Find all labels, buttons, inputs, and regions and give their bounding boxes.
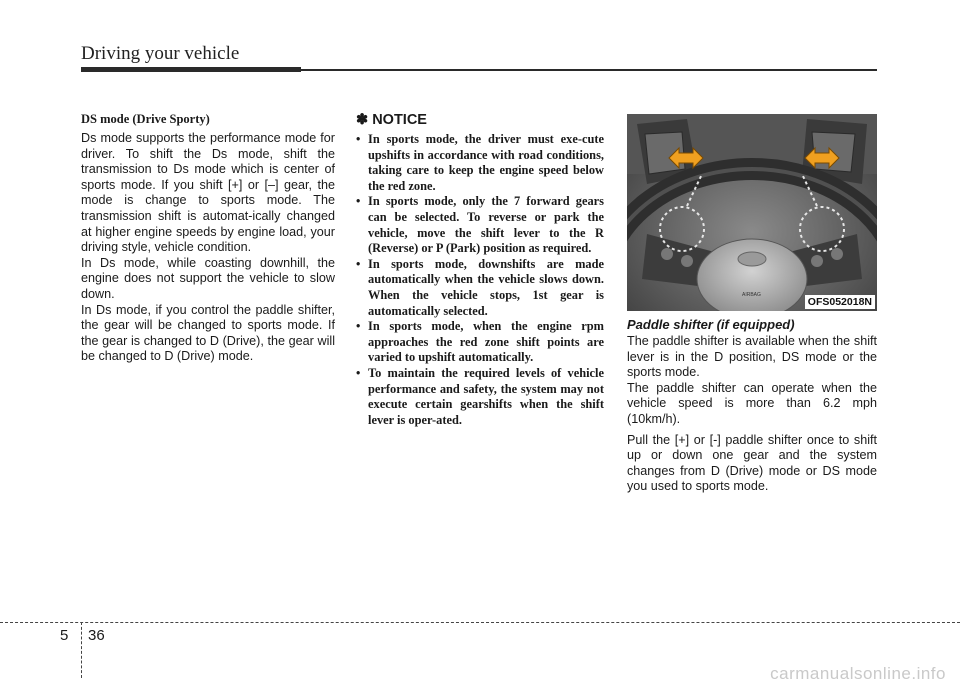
ds-mode-paragraph: In Ds mode, if you control the paddle shifter, the gear will be changed to sports mode. If the gear is changed to D (Drive), the gear will be changed to D (Drive) mode. bbox=[81, 302, 335, 364]
figure-caption: Paddle shifter (if equipped) bbox=[627, 317, 795, 332]
notice-symbol-icon: ✽ bbox=[356, 112, 369, 128]
notice-item-text: In sports mode, when the engine rpm approaches the red zone shift points are varied to upshift automatically. bbox=[368, 319, 604, 365]
paddle-paragraph: The paddle shifter can operate when the vehicle speed is more than 6.2 mph (10km/h). bbox=[627, 380, 877, 426]
notice-item bbox=[356, 319, 604, 366]
notice-item-text: In sports mode, the driver must exe-cute upshifts in accordance with road conditions, taking care to keep the engine speed below the red zone. bbox=[368, 132, 604, 193]
ds-mode-heading: DS mode (Drive Sporty) bbox=[81, 112, 210, 126]
notice-item bbox=[356, 366, 604, 428]
page-number: 36 bbox=[88, 627, 105, 644]
paddle-paragraph: Pull the [+] or [-] paddle shifter once to shift up or down one gear and the system changes from D (Drive) mode or DS mode you used to sports mode. bbox=[627, 432, 877, 494]
footer-divider bbox=[81, 622, 82, 678]
notice-list bbox=[356, 132, 604, 428]
bullet-icon: • bbox=[356, 319, 361, 334]
notice-item bbox=[356, 132, 604, 194]
notice-item-text: In sports mode, only the 7 forward gears can be selected. To reverse or park the vehicle, move the shift lever to the R (Reverse) or P (Park) position as required. bbox=[368, 194, 604, 256]
notice-item-text: To maintain the required levels of vehicle performance and safety, the system may not execute certain gearshifts when the shift lever is oper-ated. bbox=[368, 365, 604, 427]
ds-mode-paragraph: Ds mode supports the performance mode for driver. To shift the Ds mode, shift the transmission to Ds mode which is center of sports mode. If you shift [+] or [–] gear, the mode is change to sports mode. The transmission shift is automat-ically changed at higher engine speeds by engine load, your driving style, vehicle condition. bbox=[81, 131, 335, 255]
airbag-label: AIRBAG bbox=[742, 292, 761, 298]
notice-title bbox=[356, 112, 604, 128]
paddle-paragraph: The paddle shifter is available when the shift lever is in the D position, DS mode or the sports mode. bbox=[627, 334, 877, 380]
header-rule-thick bbox=[81, 67, 301, 72]
footer-rule bbox=[0, 622, 960, 623]
notice-item bbox=[356, 257, 604, 319]
notice-title-text: NOTICE bbox=[372, 112, 427, 128]
paddle-shifter-photo bbox=[627, 114, 877, 311]
bullet-icon: • bbox=[356, 194, 361, 209]
header-rule-thin bbox=[301, 69, 877, 71]
paddle-shifter-section bbox=[627, 112, 877, 495]
notice-section bbox=[356, 112, 604, 428]
ds-mode-paragraph: In Ds mode, while coasting downhill, the engine does not support the vehicle to slow down. bbox=[81, 255, 335, 301]
figure-code: OFS052018N bbox=[805, 295, 875, 309]
bullet-icon: • bbox=[356, 256, 361, 271]
ds-mode-section bbox=[81, 112, 335, 365]
notice-item bbox=[356, 194, 604, 256]
chapter-number: 5 bbox=[60, 627, 69, 644]
notice-item-text: In sports mode, downshifts are made automatically when the vehicle slows down. When the vehicle stops, 1st gear is automatically selected. bbox=[368, 256, 604, 318]
watermark: carmanualsonline.info bbox=[770, 664, 946, 683]
bullet-icon: • bbox=[356, 132, 361, 146]
page-header-title: Driving your vehicle bbox=[81, 43, 240, 64]
bullet-icon: • bbox=[356, 365, 361, 380]
steering-wheel-illustration bbox=[627, 114, 877, 311]
